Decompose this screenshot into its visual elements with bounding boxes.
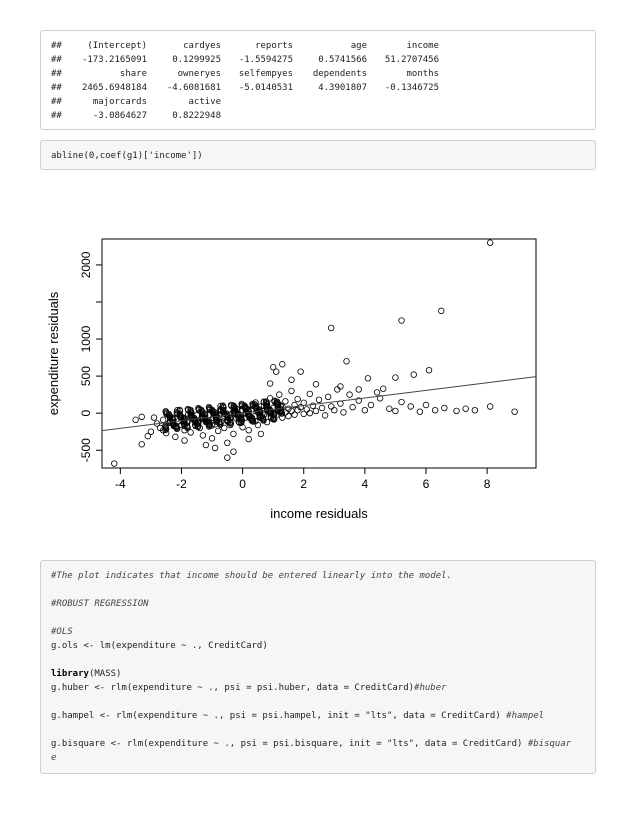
code-block-abline — [40, 140, 596, 170]
output-cell: ## — [51, 111, 62, 121]
code-comment: #OLS — [51, 627, 73, 637]
data-point — [200, 433, 206, 439]
code-keyword: library — [51, 669, 89, 679]
code-block-robust-regression — [40, 560, 596, 774]
data-point — [328, 404, 334, 410]
output-cell: 0.5741566 — [318, 55, 367, 65]
output-cell: 0.8222948 — [172, 111, 221, 121]
x-tick-label: 0 — [239, 477, 246, 491]
x-tick-label: 4 — [361, 477, 369, 491]
data-point — [151, 415, 157, 421]
y-tick-label: 1000 — [79, 325, 93, 353]
output-cell: active — [188, 97, 221, 107]
data-point — [374, 390, 380, 396]
data-point — [139, 441, 145, 447]
y-tick-label: -500 — [79, 438, 93, 463]
code-line — [51, 639, 268, 653]
data-point — [139, 414, 145, 420]
data-point — [225, 455, 231, 461]
code-comment: e — [51, 753, 57, 763]
code-text: (MASS) — [88, 669, 122, 679]
y-tick-label: 500 — [79, 366, 93, 387]
data-point — [341, 410, 347, 416]
code-comment: #bisquar — [527, 739, 572, 749]
code-comment: #The plot indicates that income should be entered linearly into the model. — [51, 571, 452, 581]
output-cell: 2465.6948184 — [81, 83, 147, 93]
data-point — [344, 358, 350, 364]
data-point — [276, 392, 282, 398]
data-point — [362, 407, 368, 413]
data-point — [442, 405, 448, 411]
data-point — [319, 405, 325, 411]
data-point — [487, 240, 493, 246]
data-point — [111, 461, 117, 467]
data-point — [231, 431, 237, 437]
data-point — [399, 399, 405, 405]
data-point — [203, 442, 209, 448]
data-point — [313, 381, 319, 387]
output-cell: selfempyes — [238, 69, 293, 79]
code-line: abline(0,coef(g1)['income']) — [51, 151, 203, 161]
x-tick-label: 8 — [483, 477, 491, 491]
data-point — [423, 402, 429, 408]
output-cell: 51.2707456 — [384, 55, 439, 65]
data-point — [173, 434, 179, 440]
data-point — [304, 407, 310, 413]
output-cell: months — [406, 69, 439, 79]
data-point — [368, 402, 374, 408]
output-row — [51, 95, 451, 109]
data-point — [258, 431, 264, 437]
data-point — [246, 436, 252, 442]
output-cell: cardyes — [183, 41, 221, 51]
data-point — [307, 410, 313, 416]
output-cell: -0.1346725 — [384, 83, 439, 93]
data-point — [365, 376, 371, 382]
code-text: g.huber <- rlm(expenditure ~ ., psi = psi.huber, data = CreditCard) — [51, 683, 415, 693]
output-cell: ## — [51, 41, 62, 51]
r-output-block — [40, 30, 596, 130]
data-point — [298, 369, 304, 375]
output-cell: (Intercept) — [87, 41, 147, 51]
data-point — [307, 391, 313, 397]
data-point — [182, 438, 188, 444]
data-point — [160, 417, 166, 423]
data-point — [286, 413, 292, 419]
data-point — [325, 394, 331, 400]
x-tick-label: -4 — [115, 477, 126, 491]
data-point — [225, 440, 231, 446]
data-point — [350, 404, 356, 410]
code-line — [51, 597, 149, 611]
output-cell: age — [350, 41, 367, 51]
x-tick-label: 6 — [422, 477, 430, 491]
output-cell: -173.2165091 — [81, 55, 147, 65]
output-cell: share — [119, 69, 147, 79]
plot-frame — [102, 239, 536, 468]
code-line — [51, 709, 544, 723]
data-point — [393, 375, 399, 381]
code-line — [51, 737, 571, 751]
x-tick-label: -2 — [176, 477, 187, 491]
data-point — [393, 408, 399, 414]
output-cell: owneryes — [177, 69, 221, 79]
output-cell: dependents — [312, 69, 367, 79]
code-comment: #huber — [414, 683, 447, 693]
data-point — [463, 406, 469, 412]
data-point — [316, 397, 322, 403]
y-tick-label: 2000 — [79, 251, 93, 279]
output-row — [51, 81, 451, 95]
data-point — [417, 409, 423, 415]
residual-scatter-plot — [40, 222, 596, 548]
output-cell: -5.0140531 — [238, 83, 293, 93]
code-comment: #hampel — [506, 711, 545, 721]
data-point — [386, 406, 392, 412]
output-row — [51, 53, 451, 67]
code-text: g.ols <- lm(expenditure ~ ., CreditCard) — [51, 641, 268, 651]
output-cell: ## — [51, 69, 62, 79]
points-group — [102, 240, 536, 466]
data-point — [301, 400, 307, 406]
data-point — [145, 433, 151, 439]
data-point — [289, 388, 295, 394]
data-point — [280, 361, 286, 367]
data-point — [231, 449, 237, 455]
output-cell: -3.0864627 — [92, 111, 147, 121]
code-line — [51, 681, 447, 695]
data-point — [454, 408, 460, 414]
data-point — [356, 387, 362, 393]
data-point — [380, 386, 386, 392]
data-point — [283, 399, 289, 405]
output-row — [51, 109, 451, 123]
code-line — [51, 751, 56, 765]
data-point — [273, 369, 279, 375]
y-tick-label: 0 — [79, 409, 93, 417]
code-line — [51, 625, 73, 639]
x-tick-label: 2 — [300, 477, 308, 491]
data-point — [487, 404, 493, 410]
data-point — [246, 427, 252, 433]
output-cell: 0.1299925 — [172, 55, 221, 65]
data-point — [411, 372, 417, 378]
output-cell: ## — [51, 97, 62, 107]
data-point — [289, 377, 295, 383]
output-cell: -1.5594275 — [238, 55, 293, 65]
code-line — [51, 667, 121, 681]
output-cell: majorcards — [92, 97, 147, 107]
data-point — [347, 392, 353, 398]
y-axis-label: expenditure residuals — [46, 291, 61, 416]
data-point — [426, 367, 432, 373]
output-row — [51, 39, 451, 53]
output-cell: ## — [51, 83, 62, 93]
data-point — [472, 407, 478, 413]
data-point — [432, 407, 438, 413]
data-point — [328, 325, 334, 331]
data-point — [215, 428, 221, 434]
output-cell: income — [406, 41, 439, 51]
data-point — [331, 407, 337, 413]
output-row — [51, 67, 451, 81]
output-cell: ## — [51, 55, 62, 65]
code-text: g.bisquare <- rlm(expenditure ~ ., psi = psi.bisquare, init = "lts", data = CreditCard) — [51, 739, 528, 749]
data-point — [313, 408, 319, 414]
data-point — [322, 413, 328, 419]
output-cell: 4.3901807 — [318, 83, 367, 93]
code-line — [51, 569, 452, 583]
data-point — [408, 404, 414, 410]
data-point — [512, 409, 518, 415]
data-point — [438, 308, 444, 314]
data-point — [209, 436, 215, 442]
code-text: g.hampel <- rlm(expenditure ~ ., psi = psi.hampel, init = "lts", data = CreditCard) — [51, 711, 507, 721]
data-point — [133, 417, 139, 423]
output-cell: reports — [255, 41, 293, 51]
code-comment: #ROBUST REGRESSION — [51, 599, 149, 609]
data-point — [399, 318, 405, 324]
data-point — [295, 396, 301, 402]
data-point — [212, 445, 218, 451]
data-point — [267, 381, 273, 387]
x-axis-label: income residuals — [270, 506, 368, 521]
output-cell: -4.6081681 — [166, 83, 221, 93]
